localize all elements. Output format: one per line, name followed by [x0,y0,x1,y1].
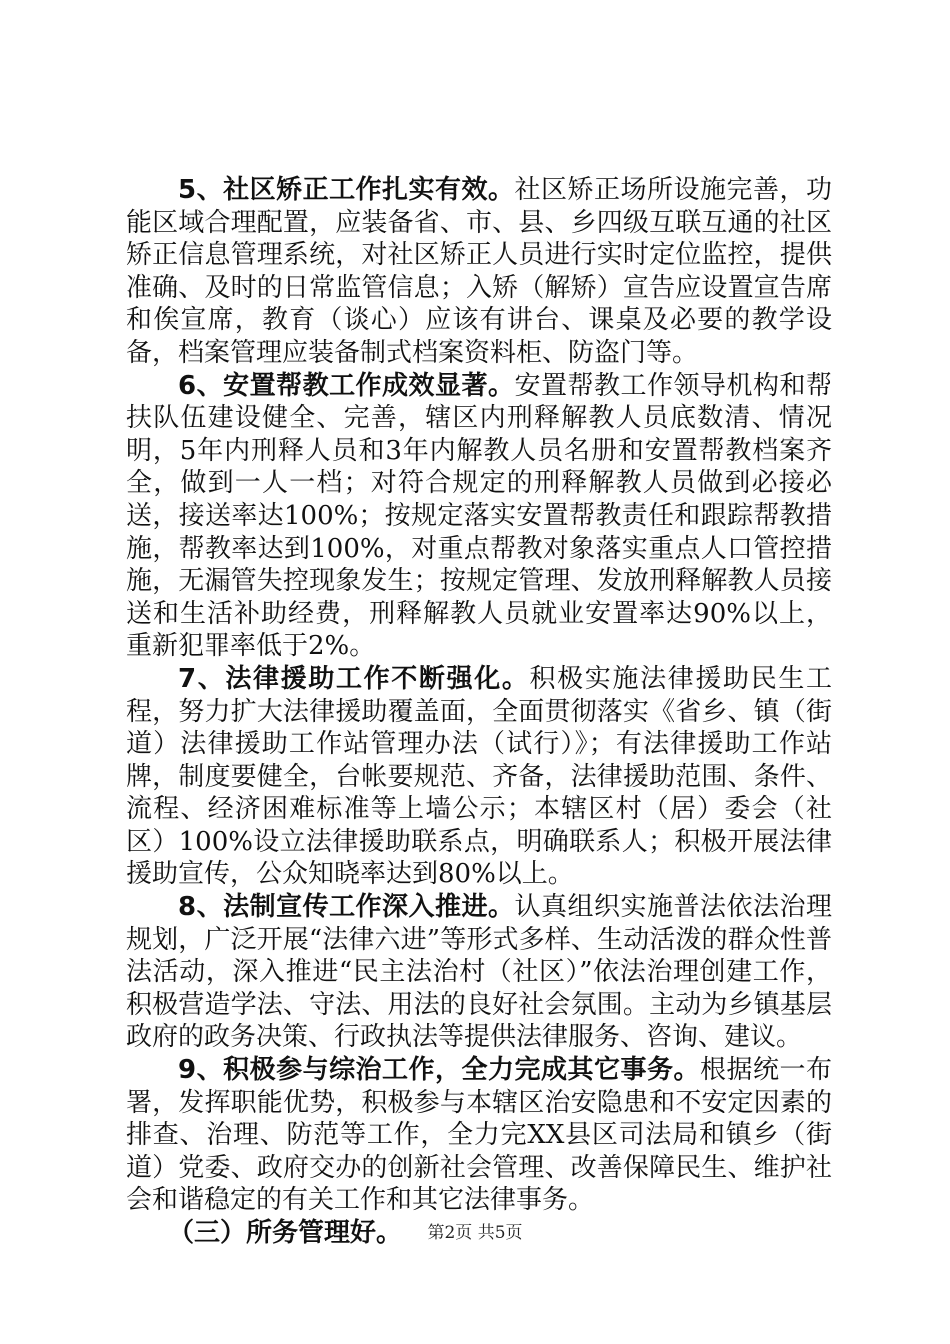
paragraph-text: 积极实施法律援助民生工程，努力扩大法律援助覆盖面，全面贯彻落实《省乡、镇（街道）法律援助工作站管理办法（试行）》；有法律援助工作站牌，制度要健全，台帐要规范、齐备，法律援助范围、条件、流程、经济困难标准等上墙公示；本辖区村（居）委会（社区）100%设立法律援助联系点，明确联系人；积极开展法律援助宣传，公众知晓率达到80%以上。 [126,663,832,890]
paragraph-legal-publicity [126,891,832,1054]
paragraph-resettlement-assistance [126,370,832,663]
paragraph-legal-aid [126,663,832,891]
paragraph-heading: 7、法律援助工作不断强化。 [178,663,530,694]
paragraph-community-correction [126,174,832,370]
paragraph-heading: 9、积极参与综治工作，全力完成其它事务。 [178,1055,701,1086]
paragraph-text: 安置帮教工作领导机构和帮扶队伍建设健全、完善，辖区内刑释解教人员底数清、情况明，5年内刑释人员和3年内解教人员名册和安置帮教档案齐全，做到一人一档；对符合规定的刑释解教人员做到必接必送，接送率达100%；按规定落实安置帮教责任和跟踪帮教措施，帮教率达到100%，对重点帮教对象落实重点人口管控措施，无漏管失控现象发生；按规定管理、发放刑释解教人员接送和生活补助经费，刑释解教人员就业安置率达90%以上，重新犯罪率低于2%。 [126,370,832,662]
document-body [126,174,832,1250]
paragraph-comprehensive-governance [126,1054,832,1217]
paragraph-heading: 8、法制宣传工作深入推进。 [178,892,515,923]
paragraph-text: 社区矫正场所设施完善，功能区域合理配置，应装备省、市、县、乡四级互联互通的社区矫正信息管理系统，对社区矫正人员进行实时定位监控，提供准确、及时的日常监管信息；入矫（解矫）宣告应设置宣告席和俟宣席，教育（谈心）应该有讲台、课桌及必要的教学设备，档案管理应装备制式档案资料柜、防盗门等。 [126,175,832,368]
section-subheading: （三）所务管理好。 [168,1218,403,1248]
page-number-footer: 第2页 共5页 [427,1223,523,1243]
paragraph-heading: 6、安置帮教工作成效显著。 [178,370,515,401]
paragraph-heading: 5、社区矫正工作扎实有效。 [178,175,515,205]
paragraph-text: 根据统一布署，发挥职能优势，积极参与本辖区治安隐患和不安定因素的排查、治理、防范等工作，全力完XX县区司法局和镇乡（街道）党委、政府交办的创新社会管理、改善保障民生、维护社会和谐稳定的有关工作和其它法律事务。 [126,1055,832,1216]
paragraph-text: 认真组织实施普法依法治理规划，广泛开展“法律六进”等形式多样、生动活泼的群众性普法活动，深入推进“民主法治村（社区）”依法治理创建工作，积极营造学法、守法、用法的良好社会氛围。主动为乡镇基层政府的政务决策、行政执法等提供法律服务、咨询、建议。 [126,892,832,1053]
